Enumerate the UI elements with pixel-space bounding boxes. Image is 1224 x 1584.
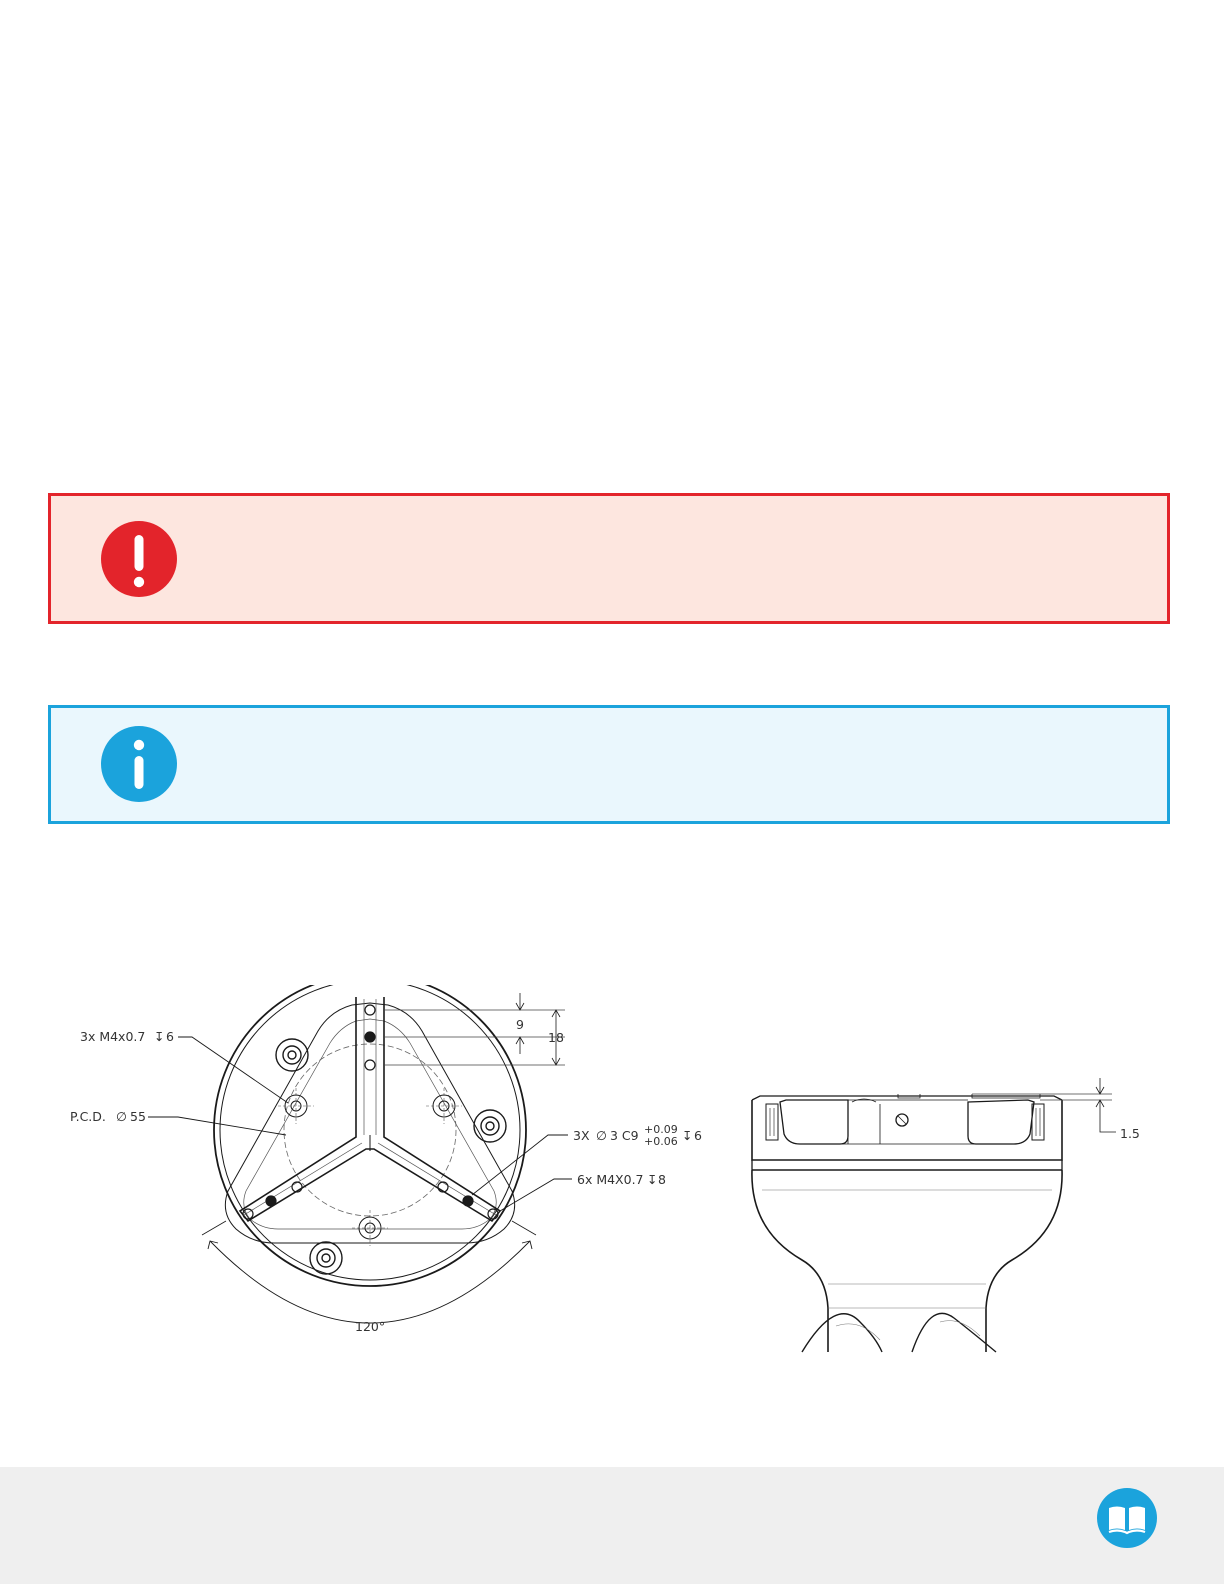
- label-dowel-holes: 3X: [573, 1128, 590, 1143]
- page-footer: [0, 1467, 1224, 1584]
- exclamation-icon: [100, 520, 178, 603]
- warning-callout: [48, 493, 1170, 624]
- info-callout: [48, 705, 1170, 824]
- bottom-view-drawing: [60, 985, 720, 1345]
- manual-book-icon[interactable]: [1097, 1488, 1157, 1553]
- label-dim-1-5: 1.5: [1120, 1126, 1140, 1141]
- label-angle: 120°: [355, 1319, 386, 1334]
- label-dowel-holes-size: 3 C9: [610, 1128, 639, 1143]
- side-view-drawing: [740, 1060, 1160, 1355]
- label-dim-9: 9: [516, 1017, 524, 1032]
- label-tapped-holes-3x-depth: 6: [166, 1029, 174, 1044]
- diameter-symbol: ∅: [116, 1109, 127, 1124]
- warning-text: [201, 496, 1137, 621]
- info-text: [201, 708, 1137, 821]
- diameter-symbol-dowel: ∅: [596, 1128, 607, 1143]
- label-tapped-holes-6x: 6x M4X0.7: [577, 1172, 644, 1187]
- depth-symbol-6x: ↧: [647, 1172, 658, 1187]
- depth-symbol: ↧: [154, 1029, 165, 1044]
- info-icon: [100, 725, 178, 808]
- label-dim-18: 18: [548, 1030, 564, 1045]
- label-pcd: P.C.D.: [70, 1109, 106, 1124]
- label-dowel-depth: 6: [694, 1128, 702, 1143]
- label-tapped-holes-6x-depth: 8: [658, 1172, 666, 1187]
- depth-symbol-dowel: ↧: [682, 1128, 693, 1143]
- label-tolerance-upper: +0.09: [644, 1123, 678, 1136]
- label-tolerance-lower: +0.06: [644, 1135, 678, 1148]
- label-tapped-holes-3x: 3x M4x0.7: [80, 1029, 146, 1044]
- label-pcd-value: 55: [130, 1109, 146, 1124]
